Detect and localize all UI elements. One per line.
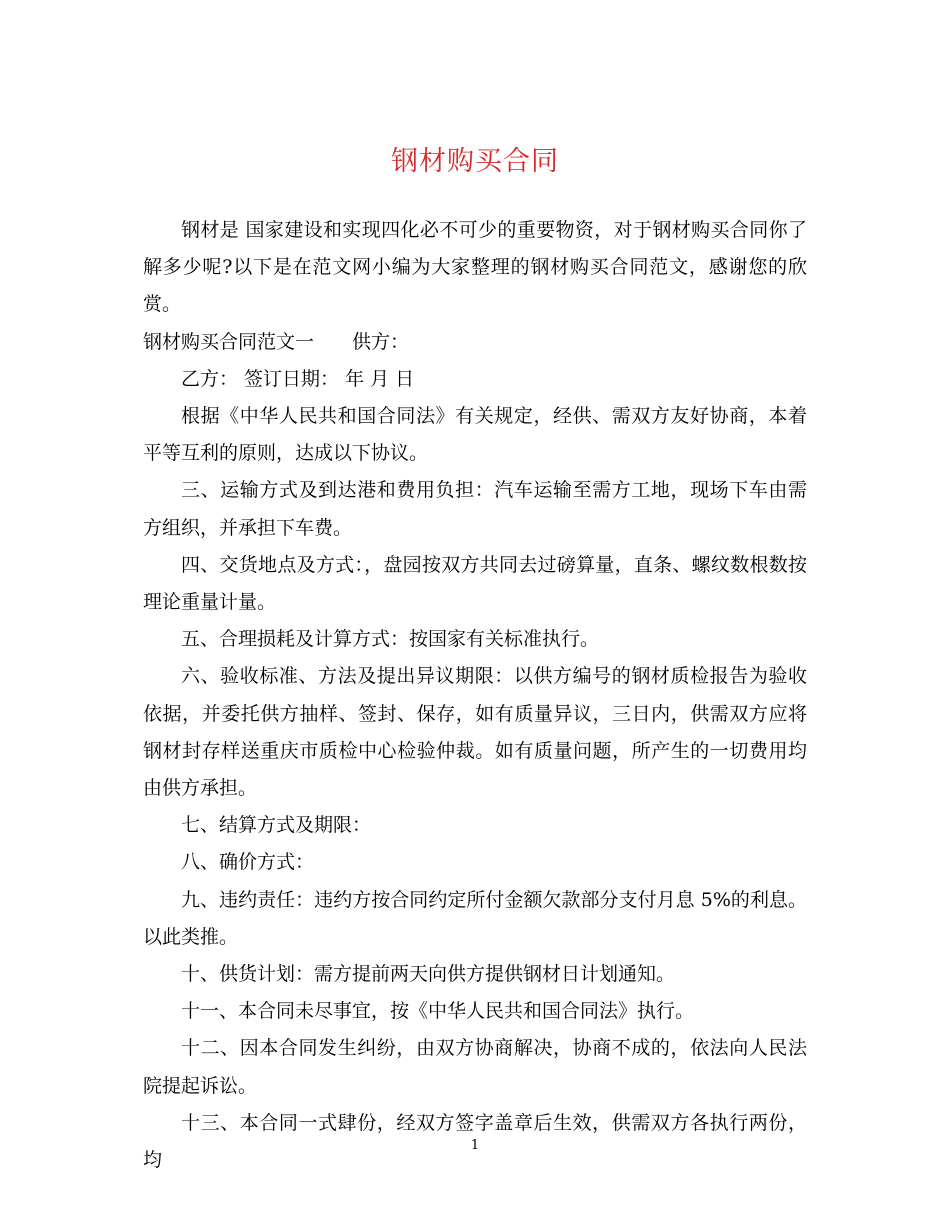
- page-number: 1: [470, 1138, 480, 1153]
- paragraph-clause-3-transport: 三、运输方式及到达港和费用负担：汽车运输至需方工地，现场下车由需方组织，并承担下车费。: [143, 479, 807, 539]
- paragraph-clause-9-liability: 九、违约责任：违约方按合同约定所付金额欠款部分支付月息 5%的利息。以此类推。: [143, 888, 807, 948]
- paragraph-clause-8-pricing: 八、确价方式：: [181, 851, 315, 874]
- intro-paragraph: 钢材是 国家建设和实现四化必不可少的重要物资，对于钢材购买合同你了解多少呢?以下是在范文网小编为大家整理的钢材购买合同范文，感谢您的欣赏。: [143, 219, 807, 316]
- sample-name: 钢材购买合同范文一: [143, 330, 315, 353]
- paragraph-clause-7-settlement: 七、结算方式及期限：: [181, 814, 372, 837]
- paragraph-agreement-basis: 根据《中华人民共和国合同法》有关规定，经供、需双方友好协商，本着平等互利的原则，达成以下协议。: [143, 405, 807, 465]
- sample-heading-line: [143, 324, 807, 361]
- paragraph-clause-6-inspection: 六、验收标准、方法及提出异议期限：以供方编号的钢材质检报告为验收依据，并委托供方抽样、签封、保存，如有质量异议，三日内，供需双方应将钢材封存样送重庆市质检中心检验仲裁。如有质量问题，所产生的一切费用均由供方承担。: [143, 665, 807, 800]
- document-body: [143, 212, 807, 1179]
- paragraph-clause-10-supply-plan: 十、供货计划：需方提前两天向供方提供钢材日计划通知。: [181, 963, 676, 986]
- party-line: 乙方： 签订日期： 年 月 日: [181, 367, 415, 390]
- paragraph-clause-12-disputes: 十二、因本合同发生纠纷，由双方协商解决，协商不成的，依法向人民法院提起诉讼。: [143, 1037, 807, 1097]
- paragraph-clause-13-copies: 十三、本合同一式肆份，经双方签字盖章后生效，供需双方各执行两份，均: [143, 1111, 807, 1172]
- paragraph-clause-11-other-matters: 十一、本合同未尽事宜，按《中华人民共和国合同法》执行。: [181, 1000, 695, 1023]
- paragraph-clause-4-delivery: 四、交货地点及方式：，盘园按双方共同去过磅算量，直条、螺纹数根数按理论重量计量。: [143, 553, 807, 614]
- supplier-label: 供方：: [352, 330, 410, 353]
- paragraph-clause-5-loss: 五、合理损耗及计算方式：按国家有关标准执行。: [181, 628, 600, 651]
- document-title: 钢材购买合同: [391, 146, 559, 177]
